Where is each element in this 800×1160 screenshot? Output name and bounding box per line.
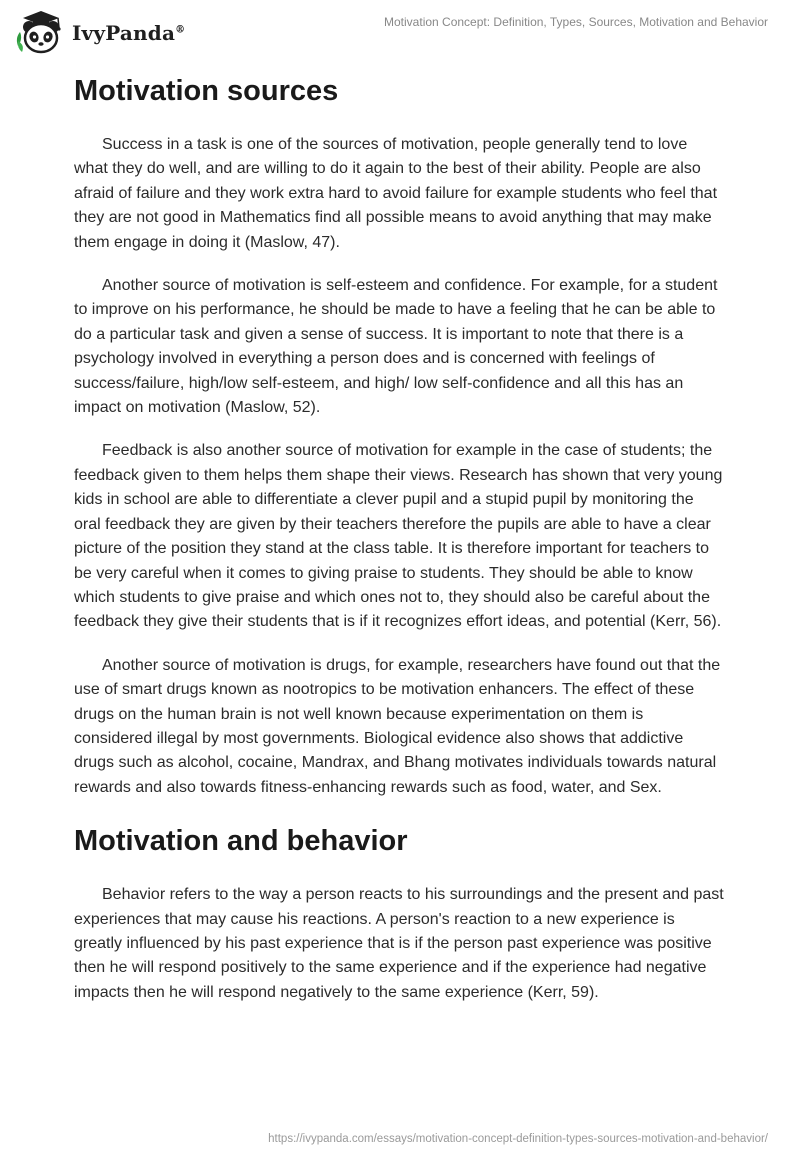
running-title: Motivation Concept: Definition, Types, Sources, Motivation and Behavior: [384, 15, 768, 29]
paragraph: Another source of motivation is self-esteem and confidence. For example, for a student to improve on his performance, he should be made to have a feeling that he can be able to do a particular task and given a sense of success. It is important to note that there is a psychology involved in everything a person does and is concerned with feelings of success/failure, high/low self-esteem, and high/ low self-confidence and all this has an impact on motivation (Maslow, 52).: [74, 277, 718, 417]
section-heading: Motivation sources: [74, 75, 339, 107]
brand-logo[interactable]: [14, 8, 185, 58]
section-heading: Motivation and behavior: [74, 825, 408, 858]
brand-name: [72, 21, 185, 45]
paragraph: Success in a task is one of the sources of motivation, people generally tend to love what they do well, and are willing to do it again to the best of their ability. People are also afraid of failure and they work extra hard to avoid failure for example students who feel that they are not good in Mathematics find all possible means to avoid anything that may make them engage in doing it (Maslow, 47).: [74, 136, 718, 251]
source-url-link[interactable]: https://ivypanda.com/essays/motivation-concept-definition-types-sources-motivation-and-behavior/: [268, 1133, 768, 1145]
paragraph: Behavior refers to the way a person reacts to his surroundings and the present and past experiences that may cause his reactions. A person's reaction to a new experience is greatly influenced by his past experience that is if the person past experience was positive then he will respond positively to the same experience and if the experience had negative impacts then he will respond negatively to the same experience (Kerr, 59).: [74, 886, 724, 1001]
page-header: [0, 0, 800, 70]
essay-content: [74, 68, 724, 1005]
section-motivation-and-behavior: [74, 818, 724, 1005]
brand-name-text: IvyPanda: [72, 21, 176, 45]
paragraph: Another source of motivation is drugs, for example, researchers have found out that the use of smart drugs known as nootropics to be motivation enhancers. The effect of these drugs on the human brain is not well known because experimentation on them is considered illegal by most governments. Biological evidence also shows that addictive drugs such as alcohol, cocaine, Mandrax, and Bhang motivates individuals towards natural rewards and also towards fitness-enhancing rewards such as food, water, and Sex.: [74, 656, 721, 796]
paragraph: Feedback is also another source of motivation for example in the case of students; the feedback given to them helps them shape their views. Research has shown that very young kids in school are able to differentiate a clever pupil and a stupid pupil by monitoring the oral feedback they are given by their teachers therefore the pupils are able to have a clear picture of the position they stand at the class table. It is therefore important for teachers to be very careful when it comes to giving praise to students. They should be able to know which students to give praise and which ones not to, they should also be careful about the feedback they give their students that is if it recognizes effort ideas, and potential (Kerr, 56).: [74, 442, 723, 631]
panda-graduate-logo-icon: [14, 8, 68, 58]
section-motivation-sources: [74, 68, 724, 800]
registered-mark: ®: [175, 24, 186, 36]
